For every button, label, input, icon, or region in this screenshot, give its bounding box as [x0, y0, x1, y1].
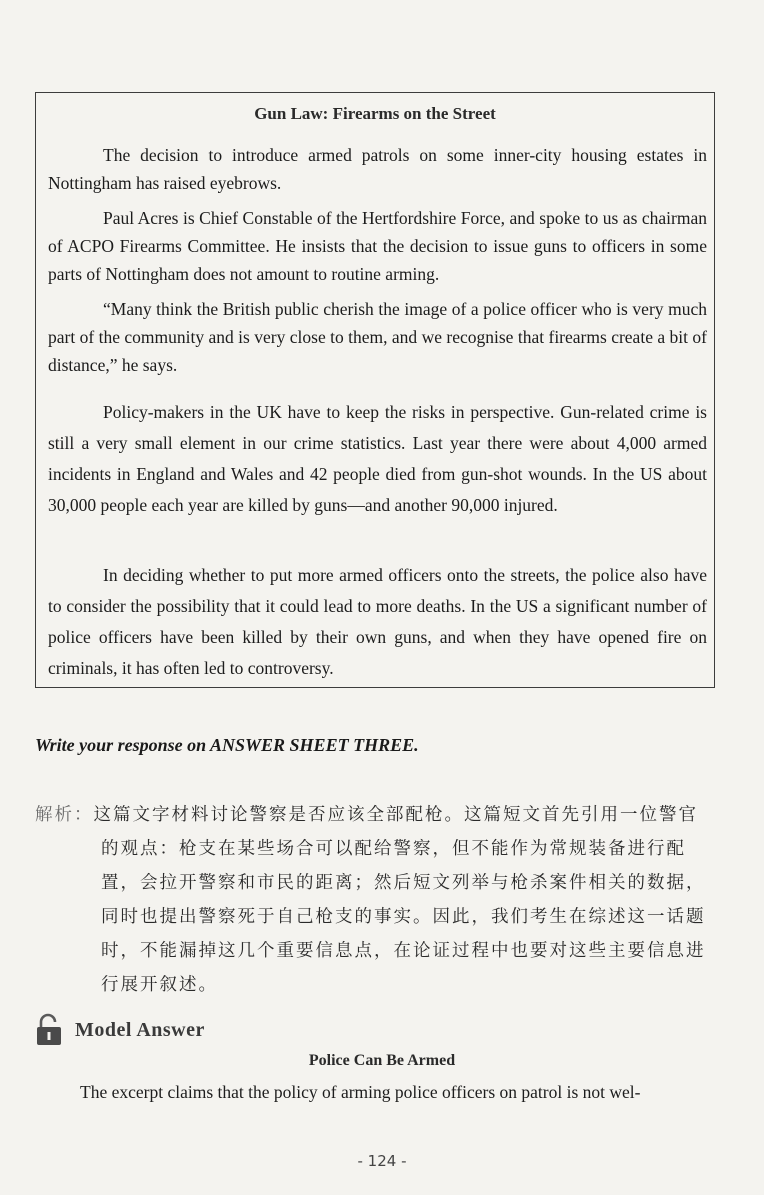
analysis-line: 置，会拉开警察和市民的距离；然后短文列举与枪杀案件相关的数据， — [101, 873, 706, 893]
excerpt-box — [35, 92, 715, 688]
excerpt-title: Gun Law: Firearms on the Street — [254, 104, 496, 123]
lock-icon — [35, 1013, 65, 1047]
analysis-label: 解析： — [35, 805, 94, 825]
model-answer-heading — [35, 1013, 205, 1047]
excerpt-paragraph-3: “Many think the British public cherish the image of a police officer who is very much part of the community and is very close to them, and we recognise that firearms create a bit of distance,” he says. — [48, 299, 707, 375]
model-answer-label: Model Answer — [75, 1018, 205, 1041]
analysis-line: 时，不能漏掉这几个重要信息点，在论证过程中也要对这些主要信息进 — [101, 941, 706, 961]
excerpt-paragraph-2: Paul Acres is Chief Constable of the Hertfordshire Force, and spoke to us as chairman of ACPO Firearms Committee. He insists that the decision to issue guns to officers in some parts of Nottingham does not amount to routine arming. — [48, 208, 707, 284]
analysis-line: 的观点：枪支在某些场合可以配给警察，但不能作为常规装备进行配 — [101, 839, 686, 859]
model-answer-text: The excerpt claims that the policy of arming police officers on patrol is not wel- — [80, 1082, 641, 1102]
excerpt-paragraph-1: The decision to introduce armed patrols on some inner-city housing estates in Nottingham has raised eyebrows. — [48, 145, 707, 193]
analysis-line: 行展开叙述。 — [101, 975, 218, 995]
analysis-line: 解析：这篇文字材料讨论警察是否应该全部配枪。这篇短文首先引用一位警官 — [35, 805, 698, 825]
analysis-section — [35, 798, 725, 1002]
excerpt-paragraph-5: In deciding whether to put more armed officers onto the streets, the police also have to consider the possibility that it could lead to more deaths. In the US a significant number of police officers have been killed by their own guns, and when they have opened fire on criminals, it has often led to controversy. — [48, 565, 707, 678]
page-number: - 124 - — [357, 1152, 407, 1170]
excerpt-paragraph-4: Policy-makers in the UK have to keep the risks in perspective. Gun-related crime is still a very small element in our crime statistics. Last year there were about 4,000 armed incidents in England and Wales and 42 people died from gun-shot wounds. In the US about 30,000 people each year are killed by guns—and another 90,000 injured. — [48, 402, 707, 515]
model-answer-title: Police Can Be Armed — [308, 1052, 456, 1069]
response-instruction: Write your response on ANSWER SHEET THREE. — [35, 735, 419, 755]
analysis-line: 同时也提出警察死于自己枪支的事实。因此，我们考生在综述这一话题 — [101, 907, 706, 927]
